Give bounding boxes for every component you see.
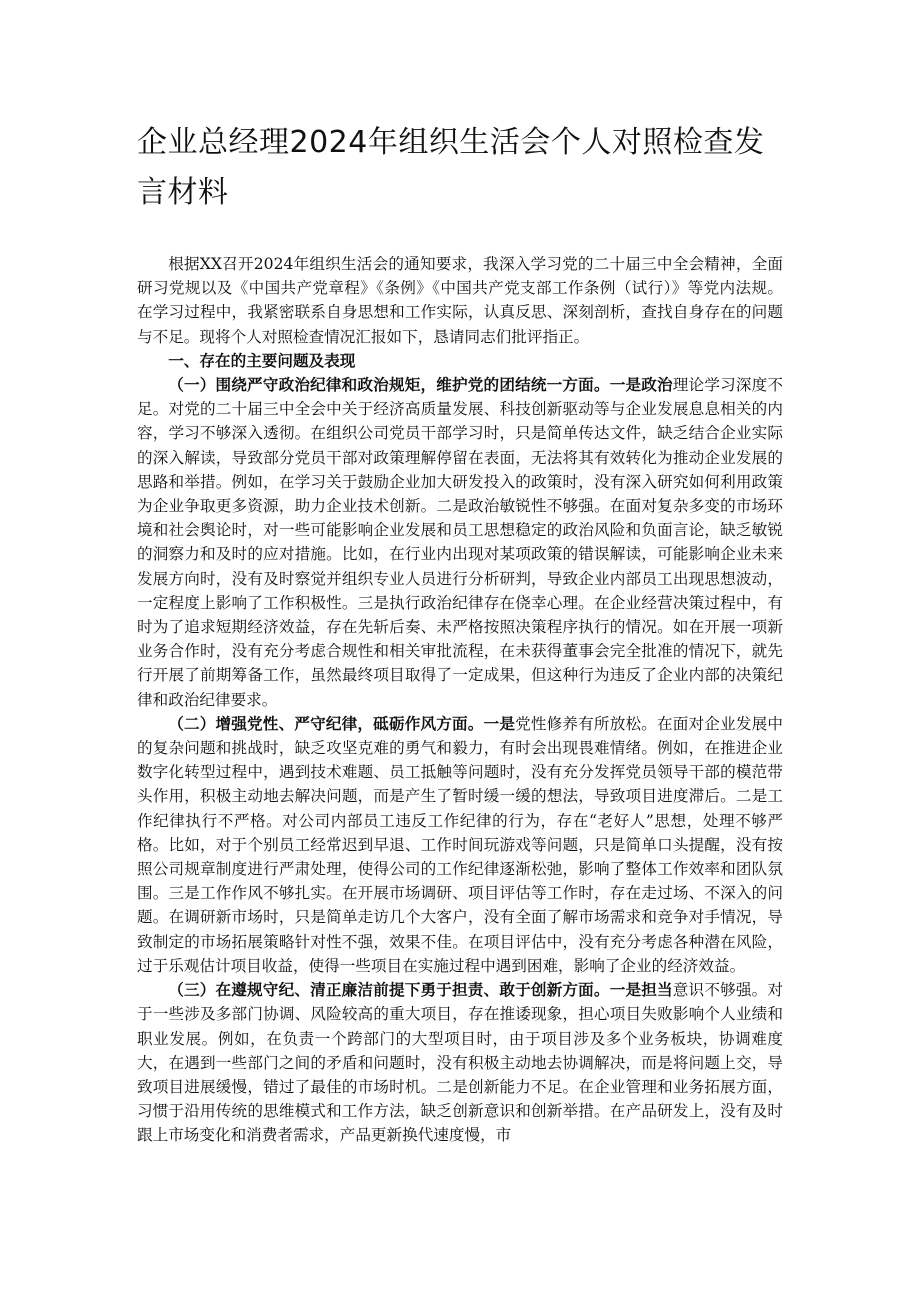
subsection-1-body: 理论学习深度不足。对党的二十届三中全会中关于经济高质量发展、科技创新驱动等与企业发展息息相关的内容，学习不够深入透彻。在组织公司党员干部学习时，只是简单传达文件，缺乏结合企业实际的深入解读，导致部分党员干部对政策理解停留在表面，无法将其有效转化为推动企业发展的思路和举措。例如，在学习关于鼓励企业加大研发投入的政策时，没有深入研究如何利用政策为企业争取更多资源，助力企业技术创新。二是政治敏锐性不够强。在面对复杂多变的市场环境和社会舆论时，对一些可能影响企业发展和员工思想稳定的政治风险和负面言论，缺乏敏锐的洞察力和及时的应对措施。比如，在行业内出现对某项政策的错误解读，可能影响企业未来发展方向时，没有及时察觉并组织专业人员进行分析研判，导致企业内部员工出现思想波动，一定程度上影响了工作积极性。三是执行政治纪律存在侥幸心理。在企业经营决策过程中，有时为了追求短期经济效益，存在先斩后奏、未严格按照决策程序执行的情况。如在开展一项新业务合作时，没有充分考虑合规性和相关审批流程，在未获得董事会完全批准的情况下，就先行开展了前期筹备工作，虽然最终项目取得了一定成果，但这种行为违反了企业内部的决策纪律和政治纪律要求。 — [137, 376, 783, 709]
document-page — [137, 118, 783, 1148]
subsection-2-paragraph — [137, 712, 783, 978]
intro-paragraph: 根据XX召开2024年组织生活会的通知要求，我深入学习党的二十届三中全会精神，全面研习党规以及《中国共产党章程》《条例》《中国共产党支部工作条例（试行）》等党内法规。在学习过程中，我紧密联系自身思想和工作实际，认真反思、深刻剖析，查找自身存在的问题与不足。现将个人对照检查情况汇报如下，恳请同志们批评指正。 — [137, 255, 783, 346]
subsection-2-body: 党性修养有所放松。在面对企业发展中的复杂问题和挑战时，缺乏攻坚克难的勇气和毅力，有时会出现畏难情绪。例如，在推进企业数字化转型过程中，遇到技术难题、员工抵触等问题时，没有充分发挥党员领导干部的模范带头作用，积极主动地去解决问题，而是产生了暂时缓一缓的想法，导致项目进度滞后。二是工作纪律执行不严格。对公司内部员工违反工作纪律的行为，存在“老好人”思想，处理不够严格。比如，对于个别员工经常迟到早退、工作时间玩游戏等问题，只是简单口头提醒，没有按照公司规章制度进行严肃处理，使得公司的工作纪律逐渐松弛，影响了整体工作效率和团队氛围。三是工作作风不够扎实。在开展市场调研、项目评估等工作时，存在走过场、不深入的问题。在调研新市场时，只是简单走访几个大客户，没有全面了解市场需求和竞争对手情况，导致制定的市场拓展策略针对性不强，效果不佳。在项目评估中，没有充分考虑各种潜在风险，过于乐观估计项目收益，使得一些项目在实施过程中遇到困难，影响了企业的经济效益。 — [137, 714, 783, 975]
section-heading: 一、存在的主要问题及表现 — [168, 351, 356, 370]
subsection-2-lead: （二）增强党性、严守纪律，砥砺作风方面。一是 — [168, 714, 516, 733]
document-title: 企业总经理2024年组织生活会个人对照检查发言材料 — [137, 125, 765, 210]
subsection-1-paragraph — [137, 373, 783, 712]
subsection-3-lead: （三）在遵规守纪、清正廉洁前提下勇于担责、敢于创新方面。一是担当 — [168, 981, 673, 1000]
subsection-3-body: 意识不够强。对于一些涉及多部门协调、风险较高的重大项目，存在推诿现象，担心项目失败影响个人业绩和职业发展。例如，在负责一个跨部门的大型项目时，由于项目涉及多个业务板块，协调难度大，在遇到一些部门之间的矛盾和问题时，没有积极主动地去协调解决，而是将问题上交，导致项目进展缓慢，错过了最佳的市场时机。二是创新能力不足。在企业管理和业务拓展方面，习惯于沿用传统的思维模式和工作方法，缺乏创新意识和创新举措。在产品研发上，没有及时跟上市场变化和消费者需求，产品更新换代速度慢，市 — [137, 981, 783, 1145]
subsection-1-lead: （一）围绕严守政治纪律和政治规矩，维护党的团结统一方面。一是政治 — [168, 376, 673, 395]
subsection-3-paragraph — [137, 978, 783, 1147]
